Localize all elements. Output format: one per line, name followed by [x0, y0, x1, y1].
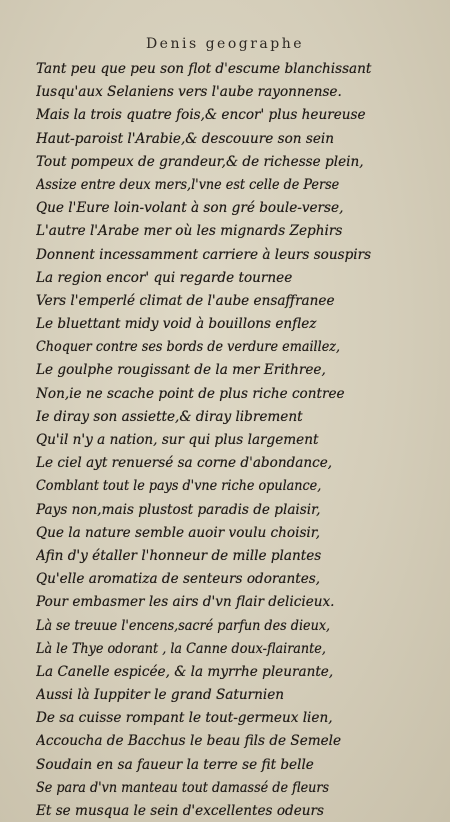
verse-line: Tant peu que peu son flot d'escume blanchissant: [36, 61, 372, 77]
verse-line: Se para d'vn manteau tout damassé de fleurs: [36, 779, 330, 796]
verse-line: Là le Thye odorant , la Canne doux-flairante,: [36, 640, 326, 657]
verse-line: De sa cuisse rompant le tout-germeux lien,: [36, 710, 333, 727]
verse-line: Accoucha de Bacchus le beau fils de Semele: [36, 733, 342, 750]
verse-line: Tout pompeux de grandeur,& de richesse plein,: [36, 153, 364, 170]
verse-line: Non,ie ne scache point de plus riche contree: [36, 385, 345, 402]
verse-line: Ie diray son assiette,& diray librement: [36, 408, 303, 425]
verse-line: La Canelle espicée, & la myrrhe pleurante,: [36, 663, 334, 680]
verse-line: Comblant tout le pays d'vne riche opulance,: [36, 478, 322, 495]
verse-line: Que la nature semble auoir voulu choisir,: [36, 524, 321, 541]
running-head: Denis geographe: [145, 36, 305, 52]
verse-line: Iusqu'aux Selaniens vers l'aube rayonnense.: [36, 84, 342, 101]
verse-line: Le bluettant midy void à bouillons enflez: [36, 316, 317, 333]
verse-line: Soudain en sa faueur la terre se fit belle: [36, 756, 314, 773]
verse-line: Afin d'y étaller l'honneur de mille plantes: [36, 547, 322, 564]
verse-line: Le goulphe rougissant de la mer Erithree,: [36, 362, 326, 379]
verse-line: Vers l'emperlé climat de l'aube ensaffranee: [36, 292, 335, 309]
verse-line: La region encor' qui regarde tournee: [36, 269, 293, 286]
verse-line: Que l'Eure loin-volant à son gré boule-verse,: [36, 200, 344, 217]
verse-line: Le ciel ayt renuersé sa corne d'abondance,: [36, 455, 333, 472]
verse-line: Donnent incessamment carriere à leurs souspirs: [36, 246, 372, 263]
verse-block: [36, 58, 416, 822]
verse-line: Mais la trois quatre fois,& encor' plus heureuse: [36, 107, 366, 124]
verse-line: Assize entre deux mers,l'vne est celle de Perse: [36, 176, 340, 193]
verse-line: Pour embasmer les airs d'vn flair delicieux.: [36, 594, 335, 611]
verse-line: Qu'elle aromatiza de senteurs odorantes,: [36, 571, 321, 588]
verse-line: Qu'il n'y a nation, sur qui plus largement: [36, 432, 319, 448]
verse-line: Choquer contre ses bords de verdure emaillez,: [36, 339, 341, 356]
verse-line: Pays non,mais plustost paradis de plaisir,: [36, 501, 321, 518]
verse-line: Là se treuue l'encens,sacré parfun des dieux,: [36, 617, 331, 634]
verse-line: Aussi là Iuppiter le grand Saturnien: [36, 687, 284, 704]
verse-line: Haut-paroist l'Arabie,& descouure son sein: [36, 130, 334, 147]
verse-line: L'autre l'Arabe mer où les mignards Zephirs: [36, 223, 343, 240]
verse-line: Et se musqua le sein d'excellentes odeurs: [36, 803, 324, 819]
